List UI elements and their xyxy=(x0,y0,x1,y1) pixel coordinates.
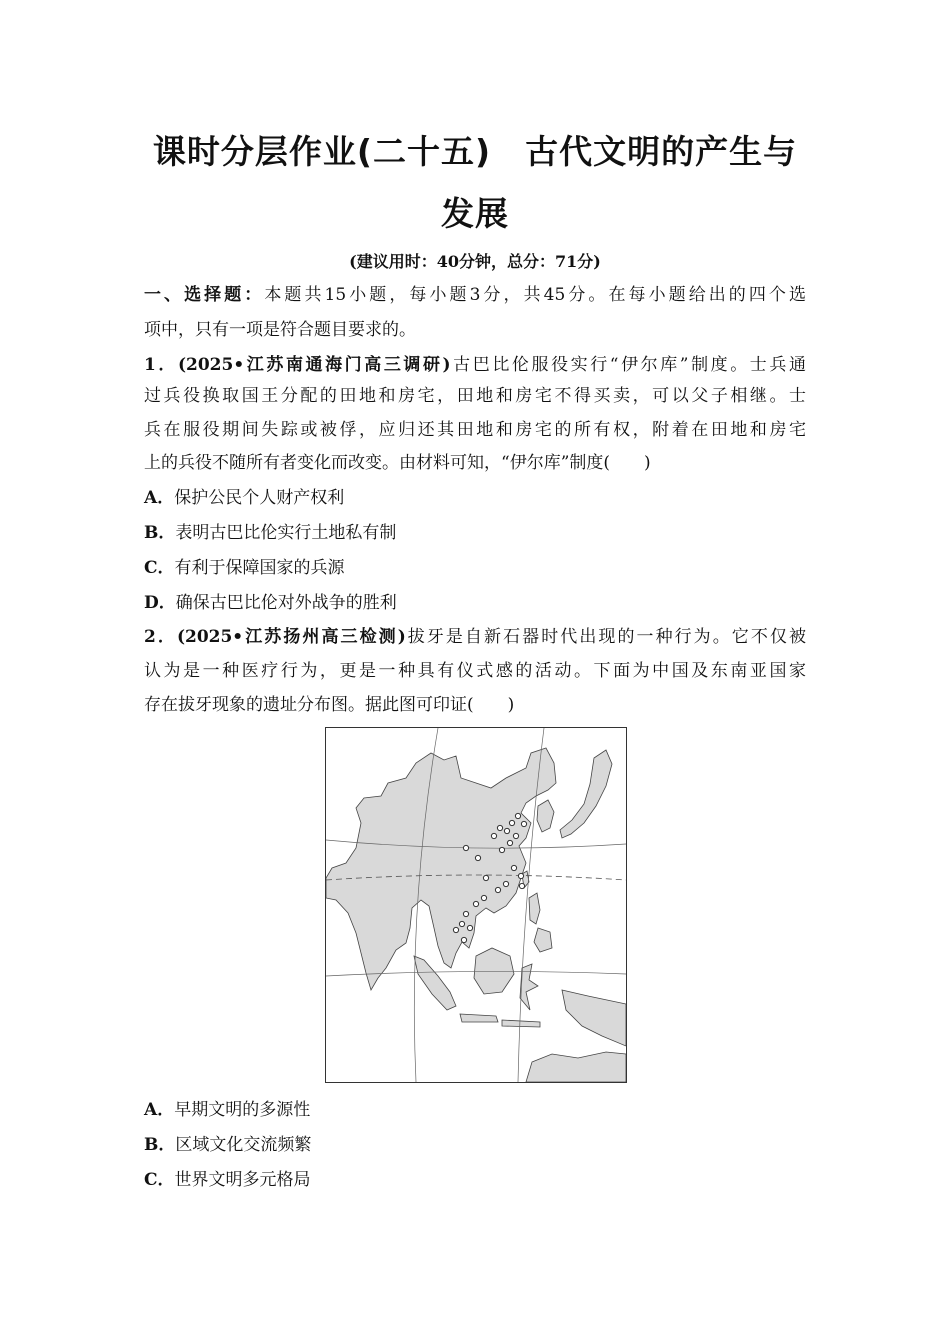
site-marker xyxy=(459,921,464,926)
question-1-option-c[interactable]: C．有利于保障国家的兵源 xyxy=(144,558,345,578)
question-2-option-a[interactable]: A．早期文明的多源性 xyxy=(144,1100,311,1120)
site-marker xyxy=(453,927,458,932)
site-marker xyxy=(495,887,500,892)
site-marker xyxy=(475,855,480,860)
section-intro-cont: 项中，只有一项是符合题目要求的。 xyxy=(144,320,416,340)
map-figure xyxy=(326,728,626,1082)
question-2-option-c[interactable]: C．世界文明多元格局 xyxy=(144,1170,311,1190)
site-marker xyxy=(504,828,509,833)
site-marker xyxy=(499,847,504,852)
site-marker xyxy=(509,820,514,825)
page-title-line-2: 发展 xyxy=(441,194,509,233)
site-marker xyxy=(491,833,496,838)
site-marker xyxy=(503,881,508,886)
site-marker xyxy=(507,840,512,845)
site-marker xyxy=(518,873,523,878)
site-marker xyxy=(463,911,468,916)
site-marker xyxy=(467,925,472,930)
site-marker xyxy=(513,833,518,838)
site-marker xyxy=(473,901,478,906)
time-score-note: (建议用时：40分钟，总分：71分) xyxy=(349,252,601,271)
site-marker xyxy=(511,865,516,870)
site-marker xyxy=(519,883,524,888)
question-1-stem-line: 过兵役换取国王分配的田地和房宅，田地和房宅不得买卖，可以父子相继。士 xyxy=(144,386,806,406)
site-marker xyxy=(463,845,468,850)
site-marker xyxy=(461,937,466,942)
question-2-stem-line: 认为是一种医疗行为，更是一种具有仪式感的活动。下面为中国及东南亚国家 xyxy=(144,661,806,681)
question-2-source: (2025•江苏扬州高三检测) xyxy=(176,627,406,647)
question-1-stem: 1．(2025•江苏南通海门高三调研)古巴比伦服役实行“伊尔库”制度。士兵通 xyxy=(144,355,806,375)
question-1-number: 1． xyxy=(144,355,178,375)
site-marker xyxy=(483,875,488,880)
question-1-option-a[interactable]: A．保护公民个人财产权利 xyxy=(144,488,345,508)
section-heading: 一、选择题： xyxy=(144,285,265,305)
site-marker xyxy=(497,825,502,830)
site-marker xyxy=(521,821,526,826)
question-2-number: 2． xyxy=(144,627,177,647)
page-title-line-1: 课时分层作业(二十五) 古代文明的产生与 xyxy=(152,132,798,171)
tooth-extraction-sites-map xyxy=(325,727,627,1083)
question-2-stem-line: 存在拔牙现象的遗址分布图。据此图可印证( ) xyxy=(144,695,515,715)
site-marker xyxy=(515,813,520,818)
question-1-stem-line: 兵在服役期间失踪或被俘，应归还其田地和房宅的所有权，附着在田地和房宅 xyxy=(144,420,806,440)
question-2-stem: 2．(2025•江苏扬州高三检测)拔牙是自新石器时代出现的一种行为。它不仅被 xyxy=(144,627,806,647)
question-1-source: (2025•江苏南通海门高三调研) xyxy=(177,355,451,375)
site-marker xyxy=(481,895,486,900)
section-intro: 一、选择题：本题共15小题，每小题3分，共45分。在每小题给出的四个选 xyxy=(144,285,806,305)
question-1-stem-line: 上的兵役不随所有者变化而改变。由材料可知，“伊尔库”制度( ) xyxy=(144,453,651,473)
question-2-option-b[interactable]: B．区域文化交流频繁 xyxy=(144,1135,312,1155)
question-1-option-d[interactable]: D．确保古巴比伦对外战争的胜利 xyxy=(144,593,397,613)
question-1-option-b[interactable]: B．表明古巴比伦实行土地私有制 xyxy=(144,523,397,543)
